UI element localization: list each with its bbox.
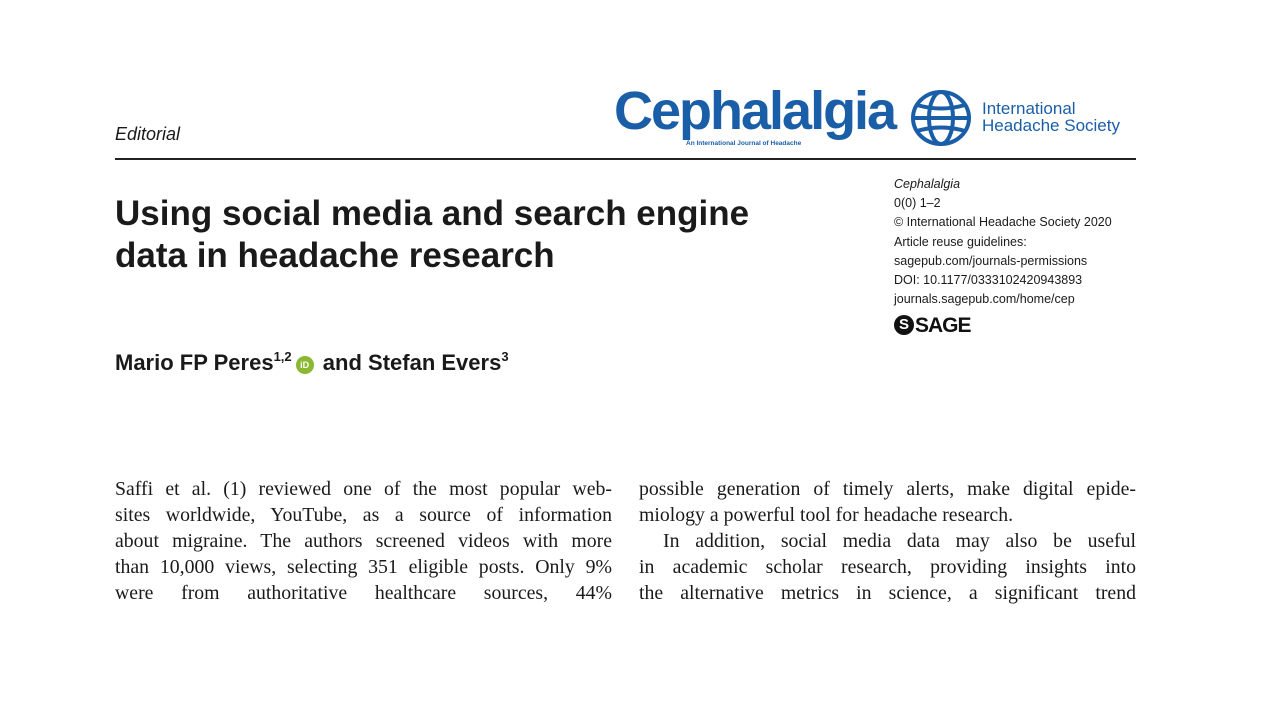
body-line: possible generation of timely alerts, make digital epide-	[639, 478, 1136, 500]
article-body	[0, 476, 1280, 610]
header-divider	[115, 158, 1136, 160]
meta-journal: Cephalalgia	[894, 177, 961, 191]
author-affiliation: 1,2	[273, 349, 292, 364]
article-title: Using social media and search engine data in headache research	[115, 194, 750, 275]
body-line: in academic scholar research, providing insights into	[639, 556, 1136, 578]
sage-wordmark: SAGE	[915, 313, 971, 337]
body-line: about migraine. The authors screened videos with more	[115, 530, 612, 552]
society-name-line2: Headache Society	[982, 116, 1120, 135]
meta-home-link[interactable]: journals.sagepub.com/home/cep	[894, 292, 1075, 307]
meta-copyright: © International Headache Society 2020	[894, 215, 1112, 230]
body-line: miology a powerful tool for headache research.	[639, 504, 1014, 526]
journal-logo: Cephalalgia	[614, 81, 896, 141]
body-column-left	[115, 476, 612, 606]
body-line: than 10,000 views, selecting 351 eligible posts. Only 9%	[115, 556, 612, 578]
meta-reuse: Article reuse guidelines:	[894, 234, 1027, 249]
society-name-line1: International	[982, 99, 1076, 118]
masthead	[612, 81, 1138, 154]
author-affiliation: 3	[501, 349, 509, 364]
sage-logo	[894, 313, 1139, 337]
body-line: the alternative metrics in science, a significant trend	[639, 582, 1136, 604]
author-conjunction: and	[322, 350, 362, 375]
body-line: were from authoritative healthcare sources, 44%	[115, 582, 612, 604]
meta-volume: 0(0) 1–2	[894, 196, 941, 211]
sage-s-icon: S	[894, 315, 914, 335]
body-column-right	[639, 476, 1136, 606]
author-list	[115, 349, 509, 376]
body-line: Saffi et al. (1) reviewed one of the most popular web-	[115, 478, 612, 500]
author-name: Stefan Evers	[368, 350, 502, 375]
section-label: Editorial	[115, 124, 181, 144]
body-line: In addition, social media data may also be useful	[663, 530, 1136, 552]
meta-permissions-link[interactable]: sagepub.com/journals-permissions	[894, 253, 1088, 268]
society-name	[982, 100, 1120, 134]
orcid-icon[interactable]: iD	[296, 356, 314, 374]
ihs-globe-icon	[909, 88, 973, 148]
author-name: Mario FP Peres	[115, 350, 274, 375]
body-line: sites worldwide, YouTube, as a source of information	[115, 504, 612, 526]
meta-doi[interactable]: DOI: 10.1177/0333102420943893	[894, 273, 1083, 288]
article-metadata	[894, 175, 1139, 337]
journal-tagline: An International Journal of Headache	[686, 140, 802, 147]
